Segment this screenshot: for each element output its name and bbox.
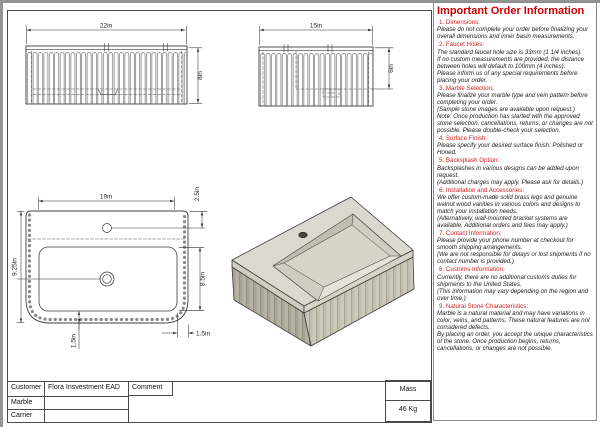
faucet-hole-3d	[299, 232, 307, 238]
plan-basin-width-dim: 19in	[99, 193, 113, 201]
title-block	[8, 381, 431, 422]
section-paragraph: (We are not responsible for delays or lost shipments if no contact number is provided.)	[437, 251, 591, 266]
section-paragraph: Currently, there are no additional customs duties for shipments to the United States.	[437, 273, 577, 288]
plan-faucet-offset-dim: 2.5in	[194, 186, 201, 202]
section-paragraph: By placing an order, you accept the unique characteristics of the stone. Once production begins, returns, cancellations, or changes are not possible.	[437, 330, 593, 352]
front-view	[26, 23, 204, 105]
section-heading: 5. Backsplash Option:	[439, 157, 500, 165]
section-paragraph: Please provide your phone number at checkout for smooth shipping arrangements.	[437, 237, 574, 252]
section-paragraph: Please specify your desired surface finish: Polished or Honed.	[437, 142, 583, 157]
marble-label: Marble	[8, 397, 45, 410]
mass-box	[385, 380, 431, 422]
order-info-section-6	[437, 187, 593, 229]
comment-label: Comment	[129, 382, 173, 396]
plan-view	[12, 187, 211, 349]
section-paragraph: Please inform us of any special requirements before placing your order.	[437, 69, 578, 84]
section-heading: 4. Surface Finish:	[439, 135, 488, 143]
window-edge-left	[0, 0, 3, 427]
section-heading: 7. Contact Information:	[439, 229, 502, 237]
side-view	[259, 23, 395, 107]
plan-wall-vertical-dim: 1.5in	[70, 333, 78, 349]
section-heading: 9. Natural Stone Characteristics:	[439, 302, 529, 310]
order-info-section-2	[437, 41, 593, 83]
drawing-sheet	[7, 10, 432, 423]
order-info-section-5	[437, 157, 593, 185]
technical-drawing	[8, 11, 431, 382]
section-paragraph: Marble is a natural material and may have variations in color, veins, and patterns. These natural features are not considered defects.	[437, 309, 590, 331]
section-heading: 6. Installation and Accessories:	[439, 186, 524, 194]
section-paragraph: (Sample stone images are available upon request.)	[437, 106, 575, 114]
order-info-section-7	[437, 230, 593, 265]
section-heading: 1. Dimensions:	[439, 19, 480, 27]
section-paragraph: (This information may vary depending on the region and over time.)	[437, 287, 589, 302]
section-paragraph: (Additional charges may apply. Please ask for details.)	[437, 178, 584, 186]
side-height-dim: 6in	[388, 64, 395, 73]
carrier-label: Carrier	[8, 410, 45, 422]
drain-plan	[100, 272, 114, 286]
order-info-section-3	[437, 85, 593, 134]
section-paragraph: Please do not complete your order before finalizing your overall dimensions and inner basin measurements.	[437, 26, 589, 41]
section-paragraph: Note: Once production has started with the approved stone selection, cancellations, returns, or changes are not possible. Please double-check your selection.	[437, 113, 593, 135]
mass-label: Mass	[386, 381, 430, 401]
marble-value	[45, 397, 129, 410]
section-heading: 8. Customs Information:	[439, 266, 505, 274]
order-info-section-8	[437, 266, 593, 301]
faucet-hole	[103, 224, 112, 233]
side-width-dim: 15in	[309, 22, 323, 30]
customer-value: Flora Insvestment EAD	[45, 382, 129, 397]
section-paragraph: We offer custom-made solid brass legs and genuine walnut wood vanities in various colors and designs to match your installation needs.	[437, 193, 581, 215]
front-height-dim: 8in	[197, 71, 204, 80]
order-info-panel	[433, 2, 597, 421]
order-info-section-1	[437, 19, 593, 40]
order-info-section-9	[437, 303, 593, 352]
customer-label: Customer	[8, 382, 45, 397]
section-paragraph: Please finalize your marble type and vein pattern before completing your order.	[437, 92, 588, 107]
section-paragraph: If no custom measurements are provided, the distance between holes will default to 100mm (4 inches).	[437, 55, 585, 70]
order-info-title: Important Order Information	[437, 5, 585, 17]
section-paragraph: Backsplashes in various designs can be added upon request.	[437, 164, 579, 179]
order-info-sections	[437, 19, 593, 352]
section-heading: 2. Faucet Holes:	[439, 41, 485, 49]
order-info-section-4	[437, 135, 593, 156]
section-heading: 3. Marble Selection:	[439, 84, 494, 92]
section-paragraph: The standard faucet hole size is 33mm (1 1/4 inches).	[437, 48, 582, 56]
section-paragraph: (Alternatively, wall-mounted bracket systems are available. Additional orders and fees may apply.)	[437, 214, 568, 229]
carrier-value	[45, 410, 129, 422]
plan-depth-dim: 9.25in	[11, 258, 19, 276]
plan-wall-horizontal-dim: 1.5in	[196, 330, 211, 338]
isometric-view	[232, 197, 414, 346]
plan-basin-depth-dim: 8.5in	[199, 271, 207, 287]
front-width-dim: 22in	[99, 22, 113, 30]
mass-value: 46 Kg	[398, 406, 418, 413]
